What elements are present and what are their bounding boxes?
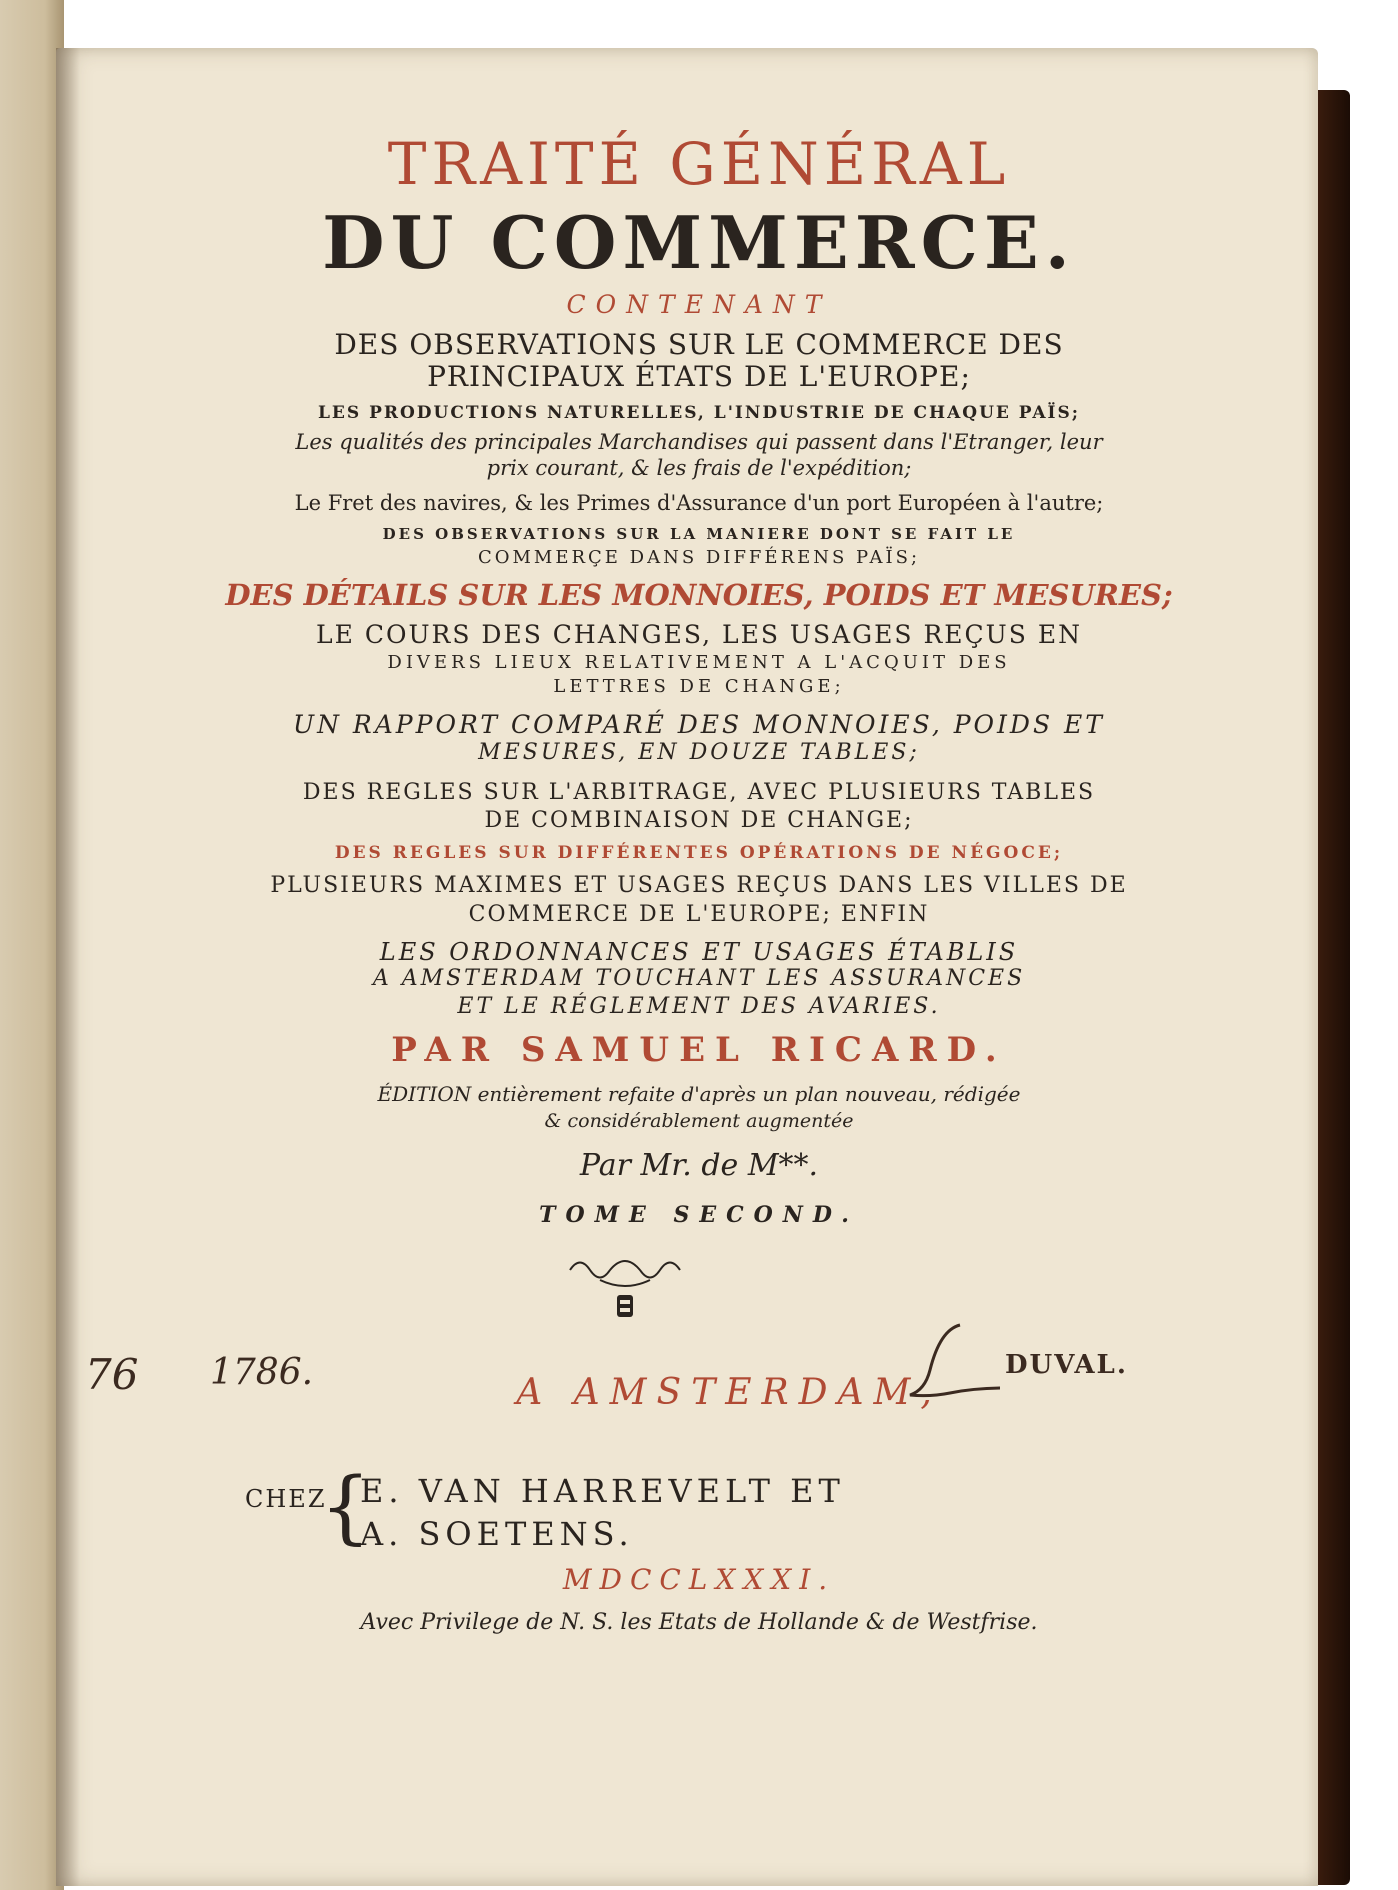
maximes-line-1: PLUSIEURS MAXIMES ET USAGES REÇUS DANS LES VILLES DE — [270, 873, 1128, 898]
contenant-line: CONTENANT — [566, 290, 832, 319]
edition-line-1: ÉDITION entièrement refaite d'après un plan nouveau, rédigée — [377, 1082, 1021, 1106]
maximes-line-2: COMMERCE DE L'EUROPE; ENFIN — [468, 902, 930, 927]
imprint-year: MDCCLXXXI. — [562, 1563, 836, 1596]
handwritten-monogram — [890, 1320, 1000, 1405]
ordonnances-line-1: LES ORDONNANCES ET USAGES ÉTABLIS — [379, 938, 1019, 966]
edition-line-2: & considérablement augmentée — [544, 1110, 854, 1132]
amsterdam-line: A AMSTERDAM, — [516, 1372, 942, 1413]
title-line-2: DU COMMERCE. — [322, 200, 1076, 285]
cours-line-2: DIVERS LIEUX RELATIVEMENT A L'ACQUIT DES — [387, 652, 1011, 673]
publisher-line-1: E. VAN HARREVELT ET — [360, 1472, 845, 1510]
publisher-line-2: A. SOETENS. — [360, 1515, 634, 1553]
author-line: PAR SAMUEL RICARD. — [391, 1030, 1007, 1070]
cours-line-3: LETTRES DE CHANGE; — [553, 676, 845, 697]
par-mr-line: Par Mr. de M**. — [579, 1148, 819, 1183]
handwritten-owner: DUVAL. — [1005, 1350, 1128, 1380]
maniere-line-1: DES OBSERVATIONS SUR LA MANIERE DONT SE FAIT LE — [382, 525, 1016, 543]
maniere-line-2: COMMERÇE DANS DIFFÉRENS PAÏS; — [477, 547, 921, 568]
ordonnances-line-2: A AMSTERDAM TOUCHANT LES ASSURANCES — [372, 966, 1026, 991]
rapport-line-2: MESURES, EN DOUZE TABLES; — [478, 740, 920, 765]
regles-line-1: DES REGLES SUR L'ARBITRAGE, AVEC PLUSIEURS TABLES — [302, 780, 1096, 805]
tome-line: TOME SECOND. — [539, 1202, 859, 1228]
brace-ornament: { — [320, 1460, 371, 1553]
title-line-1: TRAITÉ GÉNÉRAL — [387, 130, 1011, 198]
details-line: DES DÉTAILS SUR LES MONNOIES, POIDS ET MESURES; — [225, 578, 1173, 612]
fret-line: Le Fret des navires, & les Primes d'Assurance d'un port Européen à l'autre; — [294, 491, 1104, 515]
productions-line: LES PRODUCTIONS NATURELLES, L'INDUSTRIE DE CHAQUE PAÏS; — [317, 403, 1081, 423]
observations-line-2: PRINCIPAUX ÉTATS DE L'EUROPE; — [427, 360, 971, 393]
qualites-line-2: prix courant, & les frais de l'expédition; — [486, 456, 912, 480]
privilege-line: Avec Privilege de N. S. les Etats de Hollande & de Westfrise. — [360, 1610, 1038, 1635]
handwritten-year: 1786. — [210, 1352, 314, 1393]
observations-line-1: DES OBSERVATIONS SUR LE COMMERCE DES — [334, 328, 1064, 361]
ordonnances-line-3: ET LE RÉGLEMENT DES AVARIES. — [457, 994, 941, 1019]
rapport-line-1: UN RAPPORT COMPARÉ DES MONNOIES, POIDS ET — [293, 710, 1105, 739]
negoce-line: DES REGLES SUR DIFFÉRENTES OPÉRATIONS DE NÉGOCE; — [334, 843, 1064, 863]
fleuron-ornament — [560, 1250, 690, 1330]
qualites-line-1: Les qualités des principales Marchandises qui passent dans l'Etranger, leur — [295, 430, 1103, 454]
handwritten-price: 76 — [85, 1350, 139, 1399]
cours-line-1: LE COURS DES CHANGES, LES USAGES REÇUS EN — [316, 620, 1082, 649]
regles-line-2: DE COMBINAISON DE CHANGE; — [484, 808, 914, 833]
chez-label: CHEZ — [245, 1485, 327, 1513]
